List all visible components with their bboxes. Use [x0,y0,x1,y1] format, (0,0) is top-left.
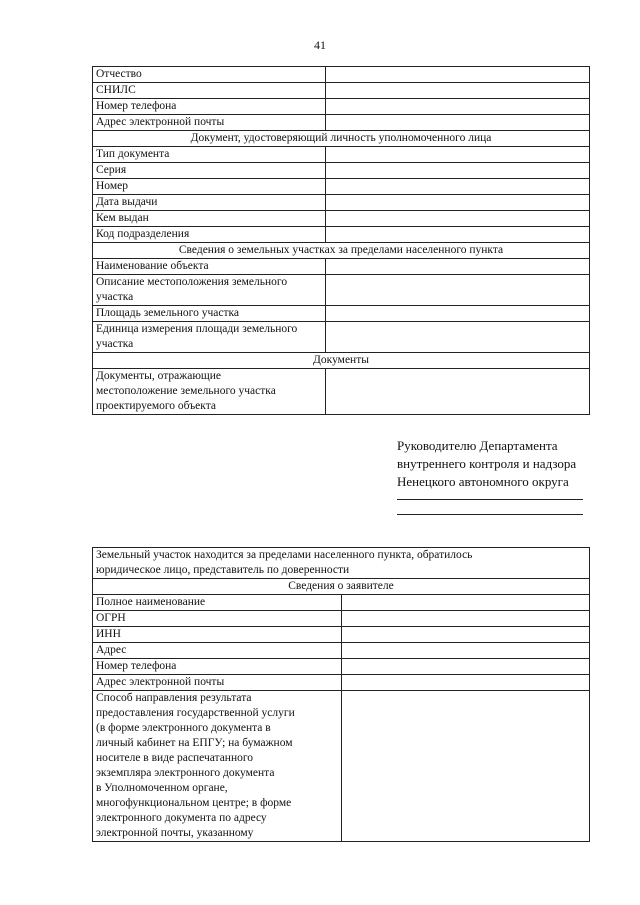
row-label-division-code: Код подразделения [93,227,326,243]
row-label-number: Номер [93,179,326,195]
label-line: электронной почты, указанному [96,827,254,839]
table-row [93,163,590,179]
row-label-address: Адрес [93,643,342,659]
value-cell-snils[interactable] [326,83,590,99]
title-line: Земельный участок находится за пределами населенного пункта, обратилось [96,549,473,561]
table-row [93,147,590,163]
label-line: Описание местоположения земельного [96,276,288,288]
table-row [93,611,590,627]
table-row [93,99,590,115]
blank-line[interactable] [397,499,583,500]
label-line: проектируемого объекта [96,400,216,412]
addressee-line: Руководителю Департамента [397,438,558,453]
row-label-plot-area: Площадь земельного участка [93,306,326,322]
label-line: личный кабинет на ЕПГУ; на бумажном [96,737,293,749]
table-row [93,211,590,227]
value-cell-doc-type[interactable] [326,147,590,163]
value-cell-full-name[interactable] [341,595,590,611]
addressee-line: внутреннего контроля и надзора [397,456,577,471]
row-label-snils: СНИЛС [93,83,326,99]
value-cell-series[interactable] [326,163,590,179]
table-row [93,195,590,211]
label-line: носителе в виде распечатанного [96,752,254,764]
table-row [93,643,590,659]
label-line: многофункциональном центре; в форме [96,797,292,809]
label-line: участка [96,291,134,303]
row-label-object-name: Наименование объекта [93,259,326,275]
value-cell-result-delivery-method[interactable] [341,691,590,842]
row-label-phone-2: Номер телефона [93,659,342,675]
row-label-email-2: Адрес электронной почты [93,675,342,691]
table-row [93,259,590,275]
table-row [93,691,590,842]
value-cell-email[interactable] [326,115,590,131]
row-label-result-delivery-method [93,691,342,842]
table-row [93,275,590,306]
label-line: участка [96,338,134,350]
section-header-applicant: Сведения о заявителе [93,579,590,595]
row-label-issue-date: Дата выдачи [93,195,326,211]
table-row [93,675,590,691]
row-label-location-documents [93,369,326,415]
value-cell-address[interactable] [341,643,590,659]
table-row [93,83,590,99]
table-row [93,322,590,353]
addressee-line: Ненецкого автономного округа [397,474,569,489]
row-label-inn: ИНН [93,627,342,643]
row-label-issued-by: Кем выдан [93,211,326,227]
legal-entity-applicant-table [92,547,590,842]
table-title [93,548,590,579]
row-label-doc-type: Тип документа [93,147,326,163]
row-label-phone: Номер телефона [93,99,326,115]
value-cell-inn[interactable] [341,627,590,643]
table-row [93,115,590,131]
table-row [93,179,590,195]
label-line: (в форме электронного документа в [96,722,271,734]
row-label-ogrn: ОГРН [93,611,342,627]
blank-line[interactable] [397,514,583,515]
title-row [93,548,590,579]
table-row [93,627,590,643]
value-cell-issue-date[interactable] [326,195,590,211]
value-cell-area-unit[interactable] [326,322,590,353]
label-line: местоположение земельного участка [96,385,276,397]
value-cell-patronymic[interactable] [326,67,590,83]
value-cell-ogrn[interactable] [341,611,590,627]
value-cell-email-2[interactable] [341,675,590,691]
value-cell-plot-area[interactable] [326,306,590,322]
row-label-patronymic: Отчество [93,67,326,83]
title-line: юридическое лицо, представитель по доверенности [96,564,350,576]
label-line: предоставления государственной услуги [96,707,295,719]
page-number: 41 [314,38,326,52]
label-line: электронного документа по адресу [96,812,267,824]
section-header-id-document: Документ, удостоверяющий личность уполномоченного лица [93,131,590,147]
addressee-block [397,437,576,491]
table-row [93,67,590,83]
row-label-email: Адрес электронной почты [93,115,326,131]
value-cell-division-code[interactable] [326,227,590,243]
section-header-row [93,243,590,259]
section-header-row [93,579,590,595]
value-cell-issued-by[interactable] [326,211,590,227]
value-cell-location-description[interactable] [326,275,590,306]
section-header-documents: Документы [93,353,590,369]
label-line: в Уполномоченном органе, [96,782,228,794]
table-row [93,595,590,611]
value-cell-phone[interactable] [326,99,590,115]
label-line: Единица измерения площади земельного [96,323,298,335]
section-header-row [93,353,590,369]
row-label-full-name: Полное наименование [93,595,342,611]
table-row [93,306,590,322]
label-line: Способ направления результата [96,692,252,704]
row-label-location-description [93,275,326,306]
label-line: Документы, отражающие [96,370,222,382]
row-label-area-unit [93,322,326,353]
table-row [93,227,590,243]
applicant-representative-table [92,66,590,415]
value-cell-object-name[interactable] [326,259,590,275]
row-label-series: Серия [93,163,326,179]
value-cell-location-documents[interactable] [326,369,590,415]
label-line: экземпляра электронного документа [96,767,275,779]
table-row [93,659,590,675]
section-header-row [93,131,590,147]
section-header-land-plots: Сведения о земельных участках за пределами населенного пункта [93,243,590,259]
table-row [93,369,590,415]
value-cell-phone-2[interactable] [341,659,590,675]
value-cell-number[interactable] [326,179,590,195]
